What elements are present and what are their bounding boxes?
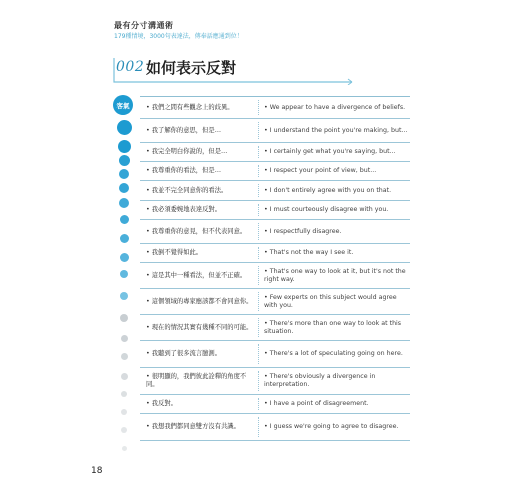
- bullet: •: [146, 323, 152, 331]
- bullet: •: [264, 126, 270, 134]
- chinese-phrase-text: 我尊重你的意見，但不代表同意。: [151, 227, 247, 235]
- bullet: •: [146, 126, 152, 134]
- bullet: •: [264, 227, 270, 235]
- english-phrase-text: Few experts on this subject would agree with you.: [264, 293, 397, 309]
- chinese-phrase-text: 我想我們都同意雙方沒有共識。: [151, 423, 240, 430]
- english-phrase-text: I must courteously disagree with you.: [269, 206, 389, 213]
- english-phrase: [260, 187, 410, 195]
- chinese-phrase-text: 我完全明白你說的，但是…: [151, 148, 228, 155]
- english-phrase-text: There's a lot of speculating going on here.: [269, 350, 403, 357]
- chinese-phrase: [140, 127, 258, 135]
- chinese-phrase: [140, 228, 258, 236]
- phrase-row: [140, 119, 410, 143]
- chinese-phrase-text: 我聽到了很多流言臆測。: [151, 350, 221, 357]
- bullet: •: [146, 148, 152, 155]
- bullet: •: [146, 227, 152, 235]
- chinese-phrase-text: 現在的情況其實有幾種不同的可能。: [151, 323, 253, 331]
- bullet: •: [146, 373, 152, 380]
- chinese-phrase: [140, 298, 258, 306]
- decorative-dot: [121, 353, 128, 360]
- phrase-row: [140, 289, 410, 315]
- decorative-dot: [121, 427, 127, 433]
- decorative-dot: [117, 120, 132, 135]
- bullet: •: [146, 297, 152, 305]
- bullet: •: [146, 103, 152, 111]
- chinese-phrase-text: 我必須委婉地表達反對。: [151, 206, 221, 213]
- decorative-dot: [121, 391, 127, 397]
- bullet: •: [264, 148, 270, 155]
- bullet: •: [264, 423, 270, 430]
- english-phrase: [260, 400, 410, 408]
- chinese-phrase: [140, 272, 258, 280]
- english-phrase-text: I respect your point of view, but...: [269, 167, 377, 174]
- english-phrase-text: I guess we're going to agree to disagree.: [269, 423, 399, 430]
- chinese-phrase: [140, 148, 258, 156]
- chinese-phrase: [140, 350, 258, 358]
- english-phrase: [260, 148, 410, 156]
- bullet: •: [264, 206, 270, 213]
- decorative-dot: [120, 215, 129, 224]
- phrase-row: [140, 395, 410, 414]
- decorative-dot: [122, 446, 127, 451]
- phrase-row: [140, 162, 410, 181]
- decorative-dot: [119, 198, 129, 208]
- phrase-row: [140, 181, 410, 201]
- bullet: •: [264, 103, 270, 111]
- chinese-phrase: [140, 206, 258, 214]
- phrase-row: [140, 414, 410, 441]
- english-phrase: [260, 167, 410, 175]
- chinese-phrase-text: 很明顯的，我們彼此詮釋的角度不同。: [146, 373, 247, 388]
- section-header: [112, 55, 412, 85]
- english-phrase: [260, 249, 410, 257]
- english-phrase: [260, 320, 410, 336]
- english-phrase: [260, 268, 410, 284]
- english-phrase-text: I have a point of disagreement.: [269, 400, 369, 407]
- chinese-phrase-text: 我尊重你的看法，但是…: [151, 167, 221, 174]
- chinese-phrase: [140, 167, 258, 175]
- english-phrase: [260, 373, 410, 389]
- book-subtitle: 179種情境，3000句表達法，傳奉話應通到位！: [114, 33, 243, 40]
- bullet: •: [264, 186, 270, 194]
- chinese-phrase: [140, 187, 258, 195]
- english-phrase: [260, 127, 410, 135]
- section-number: 002: [116, 59, 145, 75]
- english-phrase-text: I understand the point you're making, but...: [269, 126, 408, 134]
- chinese-phrase: [140, 373, 258, 389]
- english-phrase-text: That's not the way I see it.: [269, 249, 354, 256]
- bullet: •: [264, 400, 270, 407]
- book-title: 最有分寸溝通術: [114, 21, 174, 30]
- category-tag: 客氣: [113, 95, 133, 115]
- english-phrase-text: I certainly get what you're saying, but...: [269, 148, 396, 155]
- english-phrase: [260, 206, 410, 214]
- english-phrase-text: I respectfully disagree.: [269, 227, 342, 235]
- chinese-phrase-text: 這是其中一種看法，但並不正確。: [151, 271, 247, 279]
- bullet: •: [146, 350, 152, 357]
- bullet: •: [264, 293, 270, 301]
- page-number: 18: [91, 466, 103, 476]
- section-title: 如何表示反對: [146, 59, 237, 77]
- decorative-dot: [120, 292, 128, 300]
- decorative-dot: [120, 234, 129, 243]
- english-phrase: [260, 104, 410, 112]
- decorative-dot: [119, 183, 129, 193]
- english-phrase-text: There's obviously a divergence in interpretation.: [264, 373, 376, 388]
- phrase-row: [140, 315, 410, 341]
- bullet: •: [264, 350, 270, 357]
- bullet: •: [264, 373, 270, 380]
- bullet: •: [146, 423, 152, 430]
- decorative-dot: [120, 253, 129, 262]
- bullet: •: [146, 206, 152, 213]
- bullet: •: [264, 167, 270, 174]
- chinese-phrase-text: 我們之間有些觀念上的歧異。: [151, 103, 234, 111]
- bullet: •: [264, 267, 270, 275]
- phrase-row: [140, 244, 410, 263]
- decorative-dot: [120, 270, 128, 278]
- english-phrase: [260, 423, 410, 431]
- decorative-dot: [121, 335, 128, 342]
- decorative-dot: [121, 373, 128, 380]
- english-phrase-text: That's one way to look at it, but it's not the right way.: [264, 267, 406, 283]
- chinese-phrase-text: 我了解你的意思，但是…: [151, 126, 221, 134]
- chinese-phrase-text: 我倒不覺得如此。: [151, 249, 203, 256]
- phrase-row: [140, 368, 410, 395]
- bullet: •: [146, 167, 152, 174]
- chinese-phrase-text: 我並不完全同意你的看法。: [151, 186, 228, 194]
- english-phrase: [260, 350, 410, 358]
- phrase-row: [140, 97, 410, 119]
- english-phrase-text: We appear to have a divergence of beliefs.: [269, 103, 406, 111]
- english-phrase-text: I don't entirely agree with you on that.: [269, 186, 392, 194]
- decorative-dot: [121, 409, 127, 415]
- english-phrase: [260, 294, 410, 310]
- bullet: •: [264, 319, 270, 327]
- bullet: •: [146, 271, 152, 279]
- chinese-phrase-text: 我反對。: [151, 400, 177, 407]
- phrase-row: [140, 341, 410, 368]
- phrase-row: [140, 263, 410, 289]
- bullet: •: [146, 249, 152, 256]
- phrase-table: [140, 96, 410, 441]
- english-phrase: [260, 228, 410, 236]
- chinese-phrase: [140, 324, 258, 332]
- decorative-dot: [118, 140, 131, 153]
- chinese-phrase: [140, 423, 258, 431]
- chinese-phrase: [140, 400, 258, 408]
- decorative-dot: [119, 169, 129, 179]
- chinese-phrase-text: 這個領域的專家應該都不會同意你。: [151, 297, 253, 305]
- english-phrase-text: There's more than one way to look at this situation.: [264, 319, 402, 335]
- phrase-row: [140, 143, 410, 162]
- bullet: •: [146, 186, 152, 194]
- chinese-phrase: [140, 249, 258, 257]
- decorative-dot: [120, 314, 128, 322]
- decorative-dot: [119, 155, 130, 166]
- phrase-row: [140, 220, 410, 244]
- chinese-phrase: [140, 104, 258, 112]
- phrase-row: [140, 201, 410, 220]
- bullet: •: [264, 249, 270, 256]
- bullet: •: [146, 400, 152, 407]
